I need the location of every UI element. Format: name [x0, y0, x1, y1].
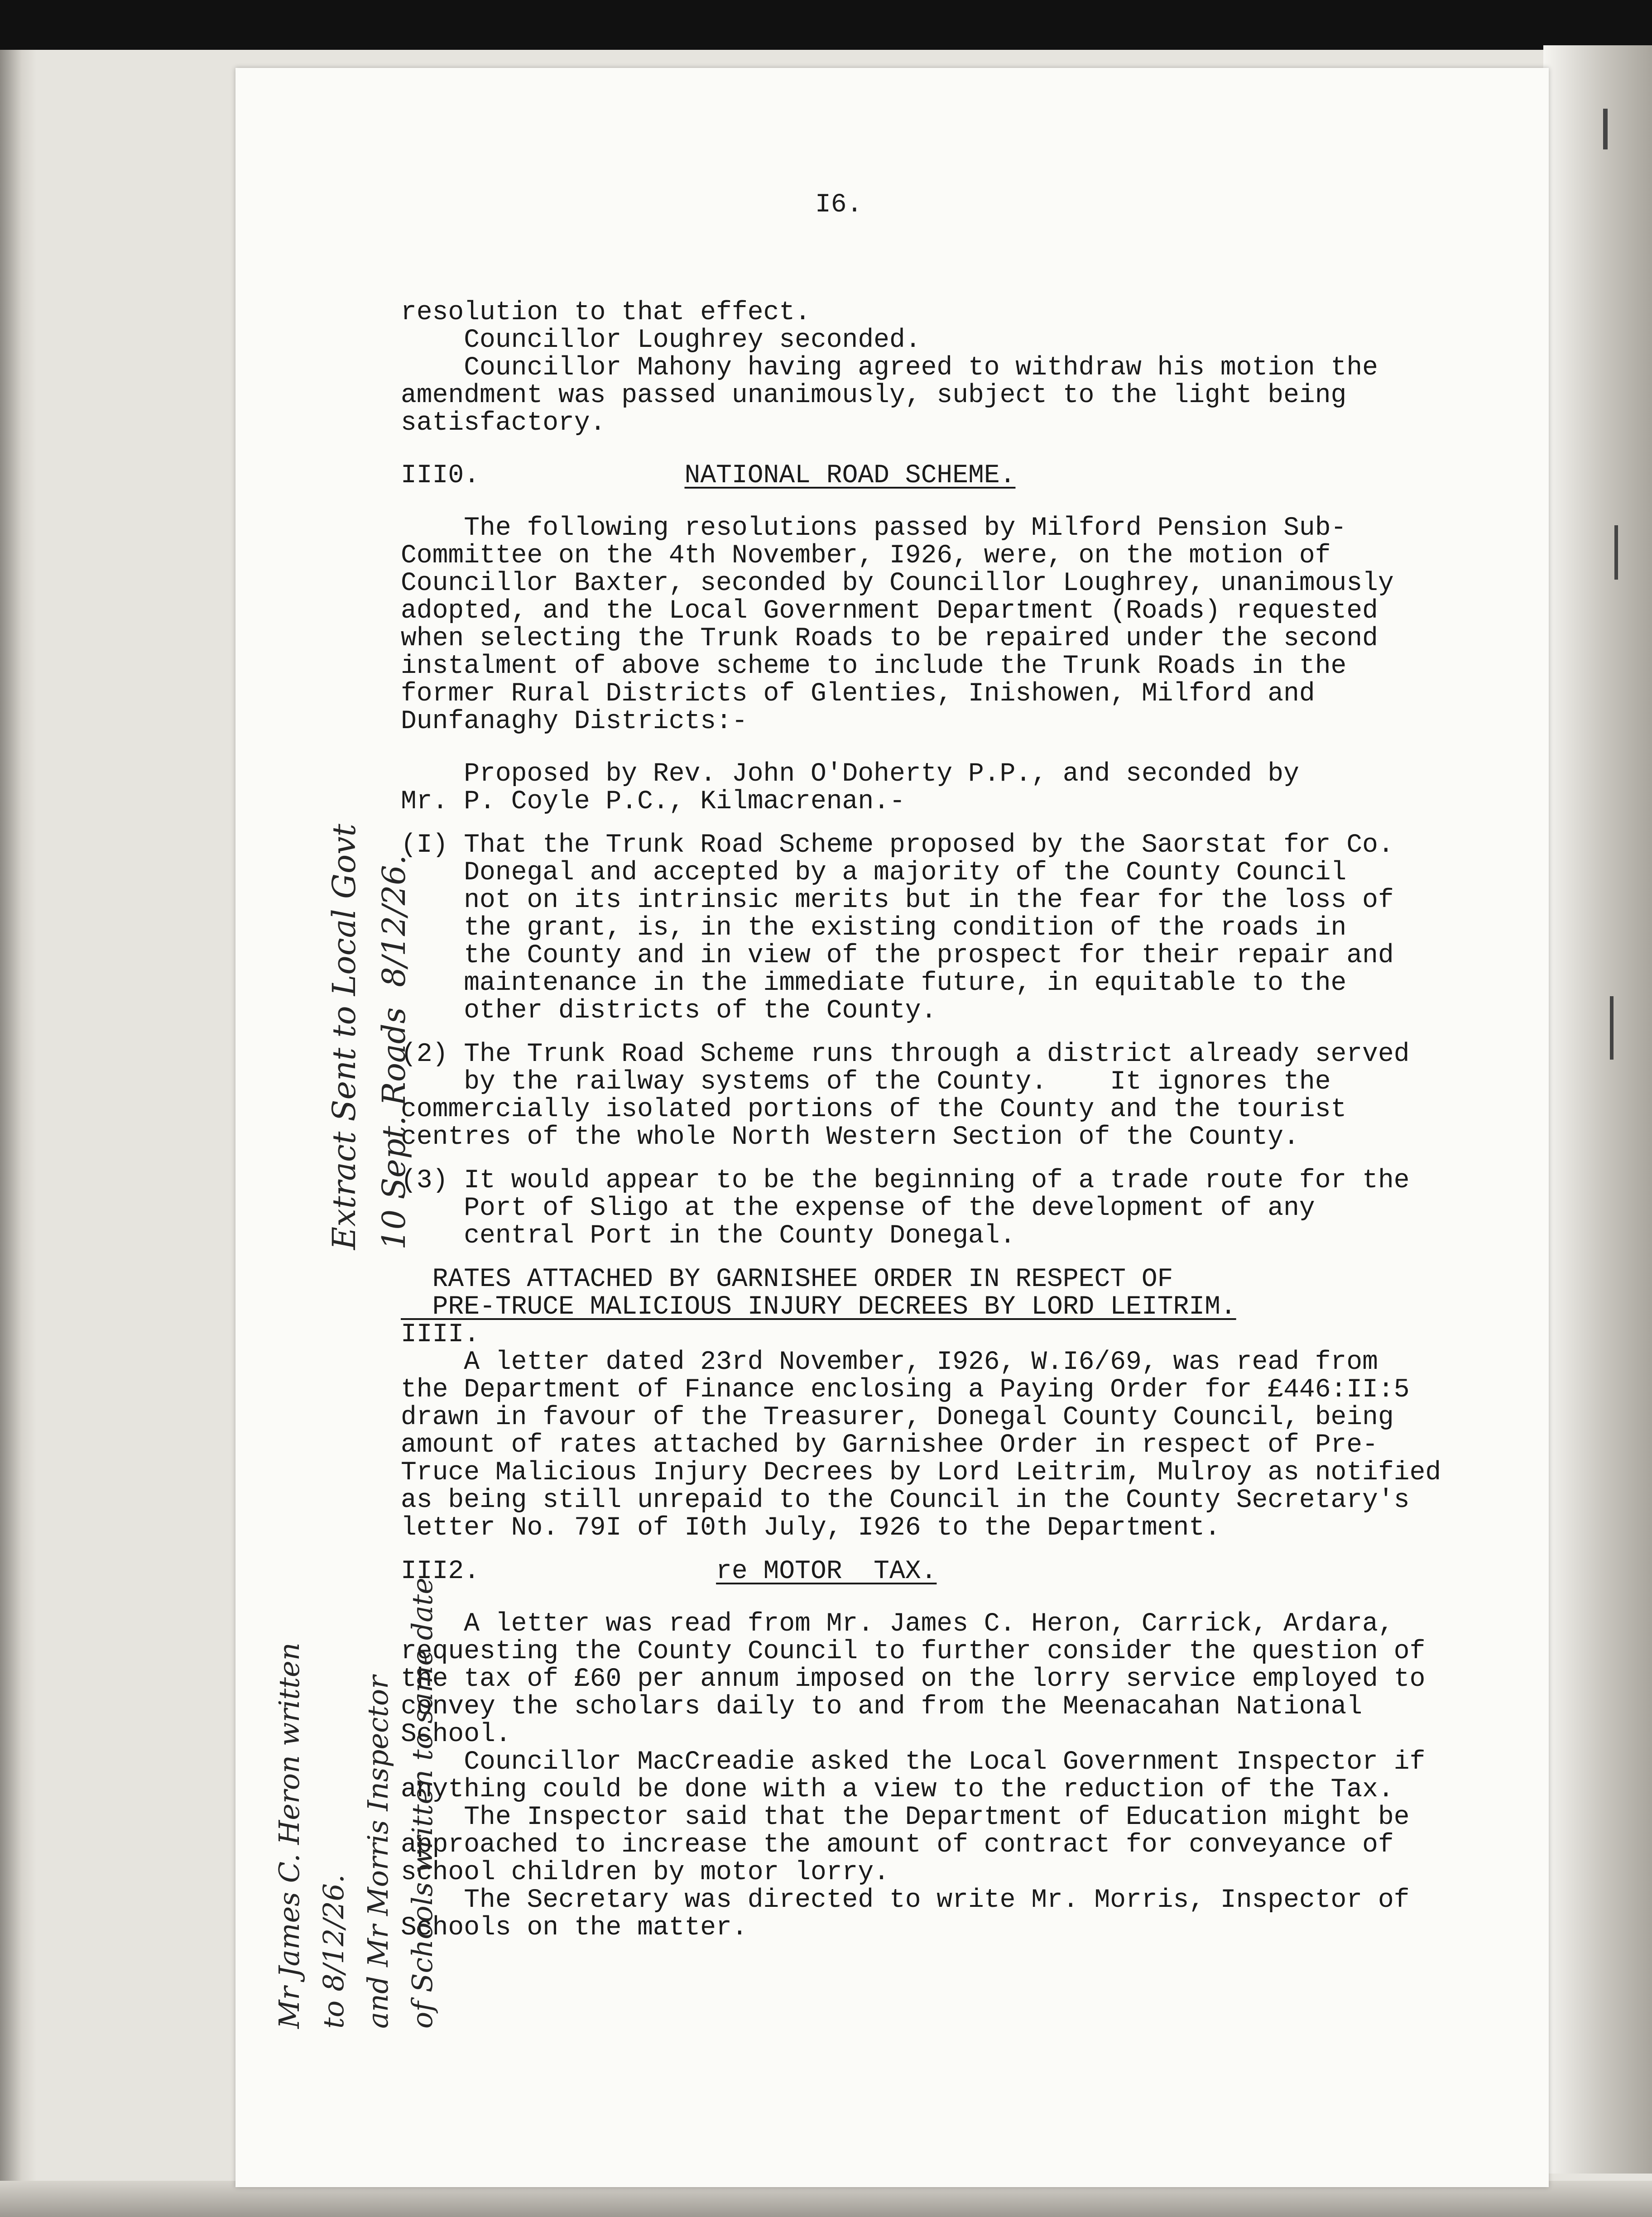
resolution-item: (3) It would appear to be the beginning of a trade route for the — [401, 1166, 1410, 1195]
text-line: resolution to that effect. — [401, 298, 811, 327]
section-number: IIII. — [401, 1320, 480, 1349]
text-line: former Rural Districts of Glenties, Inishowen, Milford and — [401, 679, 1315, 709]
text-line: instalment of above scheme to include the Trunk Roads in the — [401, 652, 1347, 681]
note-line: 10 Sept. Roads 8/12/26. — [375, 854, 413, 1250]
handwritten-margin-note — [319, 824, 419, 1250]
scan-artifact — [1610, 996, 1614, 1060]
section-heading — [401, 462, 1488, 489]
text-line: convey the scholars daily to and from the Meenacahan National — [401, 1692, 1363, 1722]
text-line: Councillor Baxter, seconded by Councillor Loughrey, unanimously — [401, 569, 1394, 598]
text-line: Dunfanaghy Districts:- — [401, 707, 748, 736]
note-line: of Schools written to same date — [406, 1578, 439, 2029]
text-line: centres of the whole North Western Section of the County. — [401, 1123, 1299, 1152]
section-number: III2. — [401, 1557, 480, 1586]
text-line: satisfactory. — [401, 408, 606, 438]
scan-artifact — [1603, 109, 1608, 149]
text-line: commercially isolated portions of the County and the tourist — [401, 1095, 1347, 1124]
text-line: the grant, is, in the existing condition of the roads in — [401, 913, 1347, 943]
text-line: anything could be done with a view to the reduction of the Tax. — [401, 1775, 1394, 1804]
text-line: the Department of Finance enclosing a Paying Order for £446:II:5 — [401, 1375, 1410, 1405]
text-line: Proposed by Rev. John O'Doherty P.P., and seconded by — [401, 759, 1299, 789]
text-line: A letter was read from Mr. James C. Heron, Carrick, Ardara, — [401, 1609, 1394, 1639]
text-line: School. — [401, 1720, 511, 1749]
text-line: The Inspector said that the Department of Education might be — [401, 1803, 1410, 1832]
text-line: Truce Malicious Injury Decrees by Lord Leitrim, Mulroy as notified — [401, 1458, 1441, 1488]
text-line: A letter dated 23rd November, I926, W.I6/69, was read from — [401, 1348, 1378, 1377]
text-line: Schools on the matter. — [401, 1913, 748, 1943]
resolution-item: (I) That the Trunk Road Scheme proposed by the Saorstat for Co. — [401, 830, 1394, 860]
text-line: letter No. 79I of I0th July, I926 to the Department. — [401, 1513, 1220, 1543]
text-line: approached to increase the amount of contract for conveyance of — [401, 1830, 1394, 1860]
text-line: Port of Sligo at the expense of the development of any — [401, 1194, 1315, 1223]
text-line: Councillor Loughrey seconded. — [401, 326, 921, 355]
note-line: and Mr Morris Inspector — [361, 1675, 394, 2029]
note-line: to 8/12/26. — [317, 1874, 350, 2029]
text-line: maintenance in the immediate future, in equitable to the — [401, 969, 1347, 998]
section-title: re MOTOR TAX. — [716, 1557, 937, 1586]
text-line: school children by motor lorry. — [401, 1858, 889, 1887]
text-line: amendment was passed unanimously, subject to the light being — [401, 381, 1347, 410]
text-line: adopted, and the Local Government Department (Roads) requested — [401, 596, 1378, 626]
text-line: Mr. P. Coyle P.C., Kilmacrenan.- — [401, 787, 905, 816]
text-line: amount of rates attached by Garnishee Order in respect of Pre- — [401, 1430, 1378, 1460]
text-line: requesting the County Council to further consider the question of — [401, 1637, 1426, 1666]
text-line: by the railway systems of the County. It ignores the — [401, 1067, 1331, 1097]
text-line: central Port in the County Donegal. — [401, 1221, 1016, 1251]
text-line: the tax of £60 per annum imposed on the lorry service employed to — [401, 1665, 1426, 1694]
text-line: The following resolutions passed by Milford Pension Sub- — [401, 513, 1347, 543]
note-line: Mr James C. Heron written — [273, 1642, 306, 2029]
scan-left-edge — [0, 0, 36, 2217]
section-heading: RATES ATTACHED BY GARNISHEE ORDER IN RESPECT OF — [401, 1265, 1173, 1294]
text-line: other districts of the County. — [401, 996, 937, 1026]
text-line: drawn in favour of the Treasurer, Donegal County Council, being — [401, 1403, 1394, 1432]
section-heading — [401, 1558, 1488, 1585]
text-line: Councillor MacCreadie asked the Local Government Inspector if — [401, 1747, 1426, 1777]
section-heading: PRE-TRUCE MALICIOUS INJURY DECREES BY LORD LEITRIM. — [401, 1292, 1236, 1322]
scan-right-edge — [1543, 45, 1652, 2174]
note-line: Extract Sent to Local Govt — [326, 824, 363, 1250]
text-line: as being still unrepaid to the Council in the County Secretary's — [401, 1486, 1410, 1515]
section-title: NATIONAL ROAD SCHEME. — [684, 461, 1016, 490]
text-line: the County and in view of the prospect for their repair and — [401, 941, 1394, 970]
text-line: not on its intrinsic merits but in the fear for the loss of — [401, 886, 1394, 915]
page-number: I6. — [815, 190, 863, 220]
minutes-body — [401, 299, 1488, 1942]
text-line: Committee on the 4th November, I926, were, on the motion of — [401, 541, 1331, 571]
text-line: when selecting the Trunk Roads to be repaired under the second — [401, 624, 1378, 653]
handwritten-margin-note — [267, 1578, 445, 2029]
text-line: Councillor Mahony having agreed to withdraw his motion the — [401, 353, 1378, 383]
text-line: Donegal and accepted by a majority of the County Council — [401, 858, 1347, 888]
scan-top-shadow — [0, 0, 1652, 50]
text-line: The Secretary was directed to write Mr. Morris, Inspector of — [401, 1886, 1410, 1915]
section-number: III0. — [401, 461, 480, 490]
scan-artifact — [1614, 525, 1618, 580]
resolution-item: (2) The Trunk Road Scheme runs through a district already served — [401, 1040, 1410, 1069]
